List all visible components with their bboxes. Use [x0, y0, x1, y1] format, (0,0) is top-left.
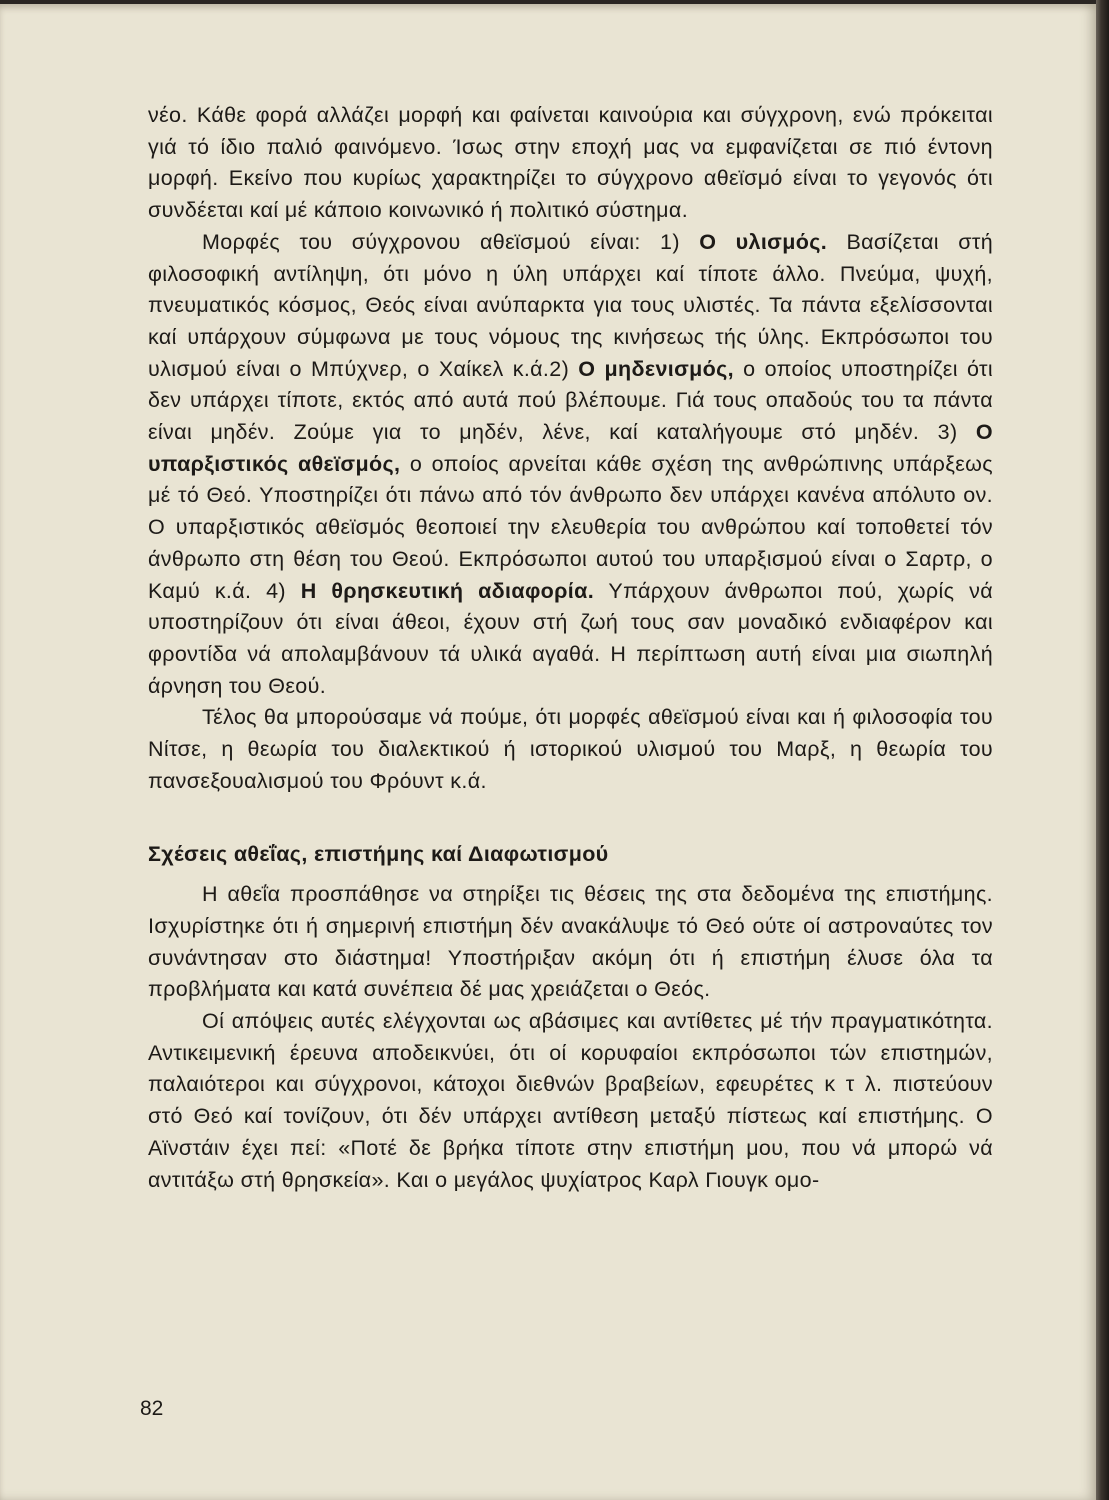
- section-heading: Σχέσεις αθεΐας, επιστήμης καί Διαφωτισμού: [148, 842, 609, 867]
- paragraph-5: Οί απόψεις αυτές ελέγχονται ως αβάσιμες και αντίθετες μέ τήν πραγματικότητα. Αντικειμενική έρευνα αποδεικνύει, ότι οί κορυφαίοι εκπρόσωποι τών επιστημών, παλαιότεροι και σύγχρονοι, κάτοχοι διεθνών βραβείων, εφευρέτες κ τ λ. πιστεύουν στό Θεό καί τονίζουν, ότι δέν υπάρχει αντίθεση μεταξύ πίστεως καί επιστήμης. Ο Αϊνστάιν έχει πεί: «Ποτέ δε βρήκα τίποτε στην επιστήμη μου, που νά μπορώ νά αντιτάξω στή θρησκεία». Και ο μεγάλος ψυχίατρος Καρλ Γιουγκ ομο-: [148, 1008, 993, 1192]
- paragraph-2-nihilism-text: ο οποίος υποστηρίζει ότι δεν υπάρχει τίποτε, εκτός από αυτά πού βλέπουμε. Γιά τους οπαδούς του τα πάντα είναι μηδέν. Ζούμε για το μηδέν, λένε, καί καταλήγουμε στό μηδέν. 3): [148, 356, 993, 445]
- paragraph-2-materialism-text: Βασίζεται στή φιλοσοφική αντίληψη, ότι μόνο η ύλη υπάρχει καί τίποτε άλλο. Πνεύμα, ψυχή, πνευματικός κόσμος, Θεός είναι ανύπαρκτα για τους υλιστές. Τα πάντα εξελίσσονται καί υπάρχουν σύμφωνα με τους νόμους της κινήσεως τής ύλης. Εκπρόσωποι του υλισμού είναι ο Μπύχνερ, ο Χαίκελ κ.ά.2): [148, 229, 994, 381]
- paragraph-2: [148, 227, 993, 703]
- term-materialism: Ο υλισμός.: [699, 229, 828, 254]
- term-existentialist-atheism: Ο υπαρξιστικός αθεϊσμός,: [148, 420, 993, 476]
- paragraph-2-existentialism-text: ο οποίος αρνείται κάθε σχέση της ανθρώπινης υπάρξεως μέ τό Θεό. Υποστηρίζει ότι πάνω από τόν άνθρωπο δεν υπάρχει κανένα απόλυτο ον. Ο υπαρξιστικός αθεϊσμός θεοποιεί την ελευθερία του ανθρώπου καί τοποθετεί τόν άνθρωπο στη θέση του Θεού. Εκπρόσωποι αυτού του υπαρξισμού είναι ο Σαρτρ, ο Καμύ κ.ά. 4): [148, 451, 993, 603]
- paragraph-4: Η αθεΐα προσπάθησε να στηρίξει τις θέσεις της στα δεδομένα της επιστήμης. Ισχυρίστηκε ότι ή σημερινή επιστήμη δέν ανακάλυψε τό Θεό ούτε οί αστροναύτες τον συνάντησαν στο διάστημα! Υποστήριξαν ακόμη ότι ή επιστήμη έλυσε όλα τα προβλήματα και κατά συνέπεια δέ μας χρειάζεται ο Θεός.: [148, 882, 993, 1002]
- book-spine-shadow: [1096, 0, 1109, 1500]
- paragraph-2-intro: Μορφές του σύγχρονου αθεϊσμού είναι: 1): [202, 229, 700, 254]
- page-number: 82: [140, 1397, 164, 1420]
- paragraph-1: νέο. Κάθε φορά αλλάζει μορφή και φαίνεται καινούρια και σύγχρονη, ενώ πρόκειται γιά τό ίδιο παλιό φαινόμενο. Ίσως στην εποχή μας να εμφανίζεται σε πιό έντονη μορφή. Εκείνο που κυρίως χαρακτηρίζει το σύγχρονο αθεϊσμό είναι το γεγονός ότι συνδέεται καί μέ κάποιο κοινωνικό ή πολιτικό σύστημα.: [148, 103, 993, 223]
- page-body: [148, 100, 993, 1196]
- paragraph-2-indifference-text: Υπάρχουν άνθρωποι πού, χωρίς νά υποστηρίζουν ότι είναι άθεοι, έχουν στή ζωή τους σαν μοναδικό ενδιαφέρον και φροντίδα νά απολαμβάνουν τά υλικά αγαθά. Η περίπτωση αυτή είναι μια σιωπηλή άρνηση του Θεού.: [148, 578, 993, 698]
- term-religious-indifference: Η θρησκευτική αδιαφορία.: [300, 578, 595, 603]
- term-nihilism: Ο μηδενισμός,: [578, 356, 734, 381]
- paragraph-3: Τέλος θα μπορούσαμε νά πούμε, ότι μορφές αθεϊσμού είναι και ή φιλοσοφία του Νίτσε, η θεωρία του διαλεκτικού ή ιστορικού υλισμού του Μαρξ, η θεωρία του πανσεξουαλισμού του Φρόυντ κ.ά.: [148, 705, 993, 793]
- book-page: [0, 4, 1096, 1500]
